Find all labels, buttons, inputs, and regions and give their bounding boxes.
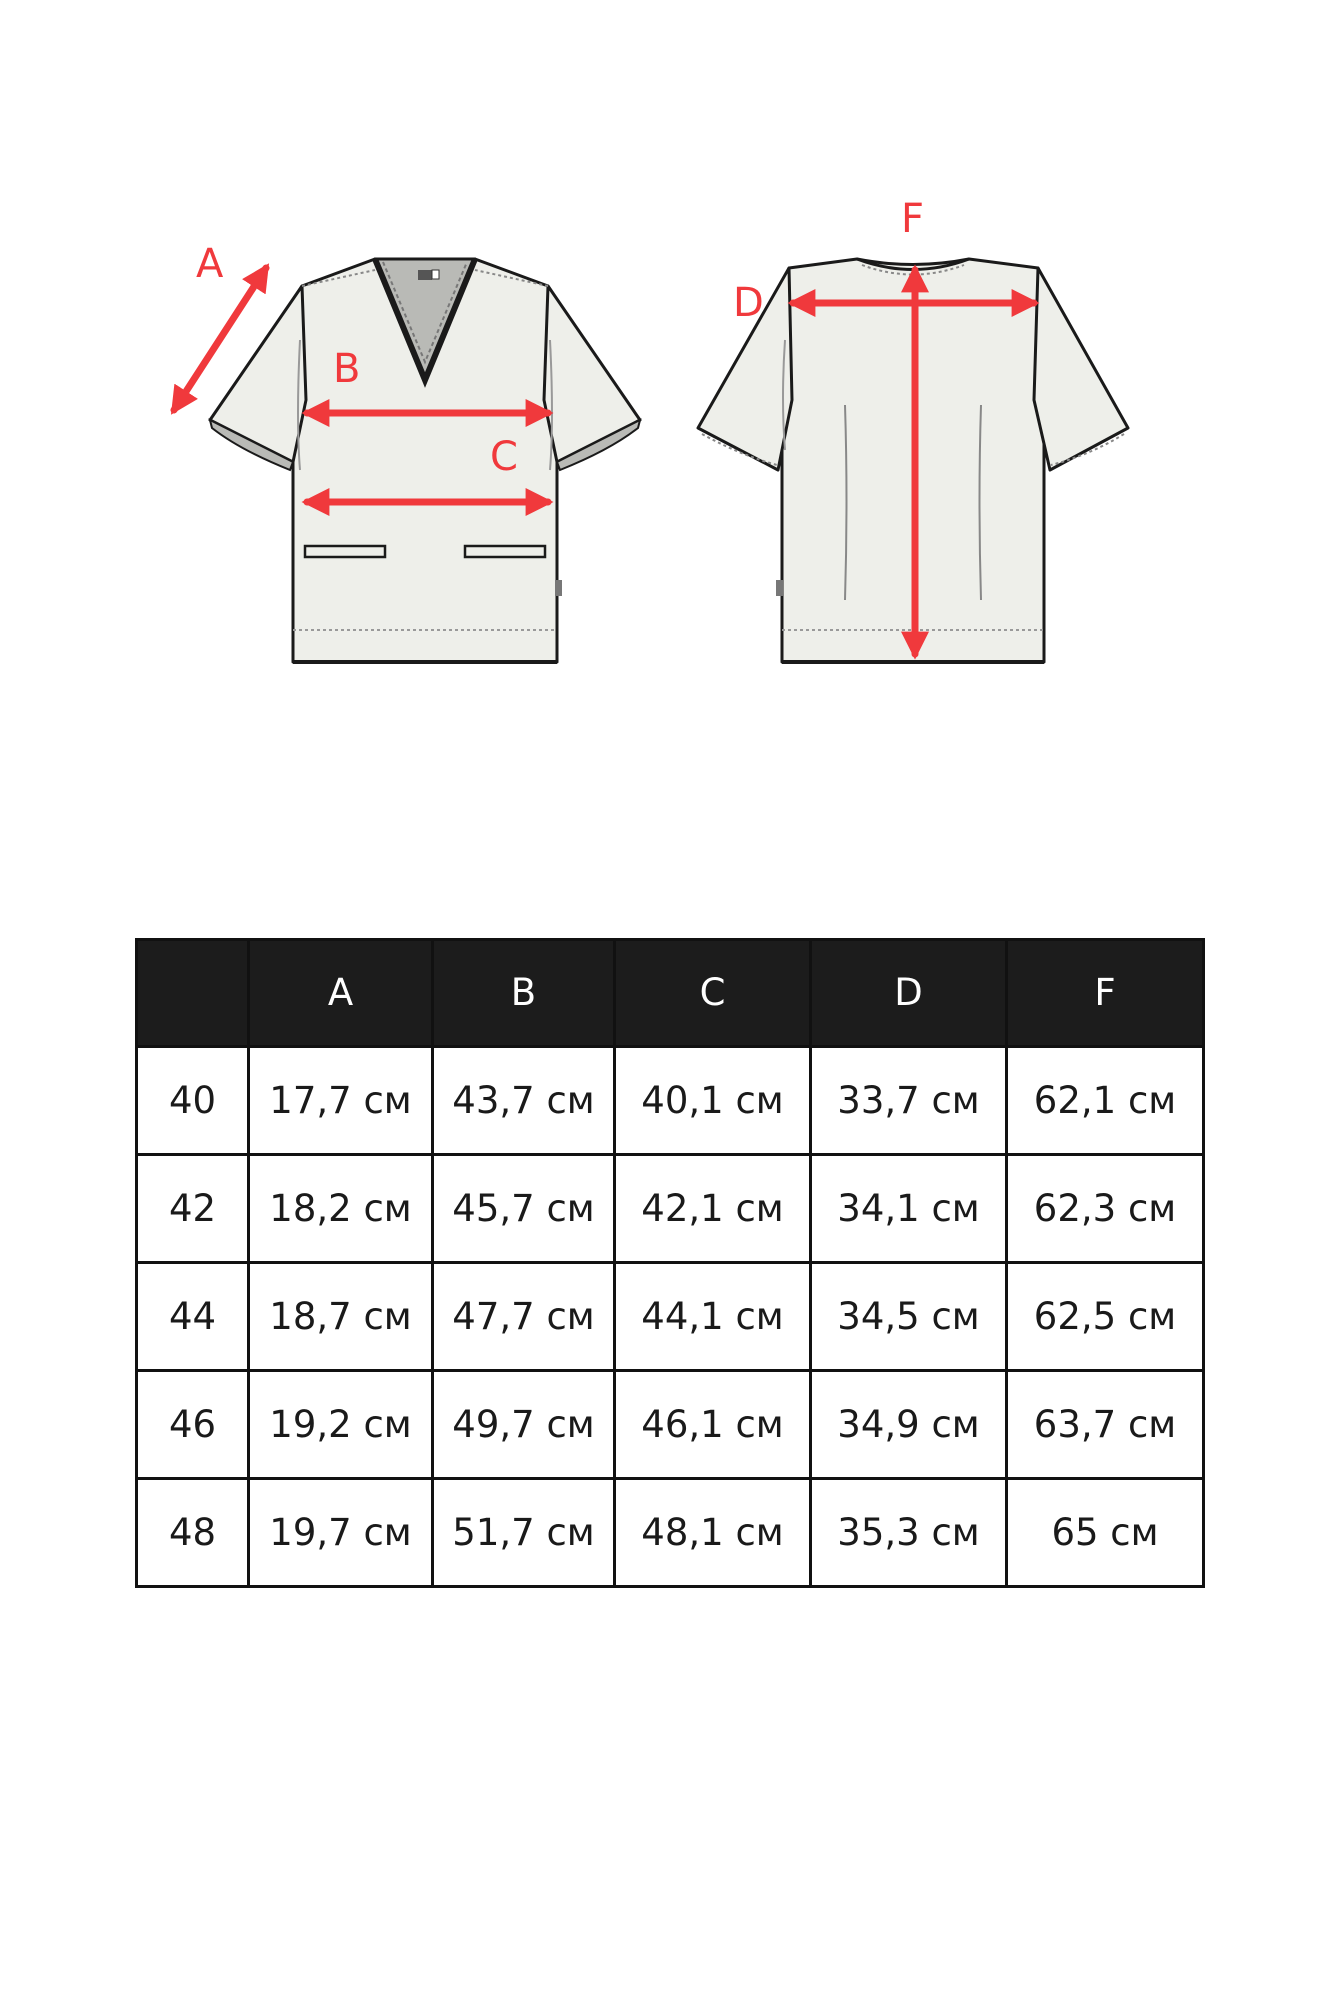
table-cell: 19,7 см [249,1479,433,1587]
table-cell: 17,7 см [249,1047,433,1155]
table-cell: 65 см [1007,1479,1204,1587]
table-cell: 63,7 см [1007,1371,1204,1479]
table-cell: 35,3 см [811,1479,1007,1587]
table-row [137,1155,1204,1263]
table-header-d: D [811,940,1007,1047]
table-cell: 62,1 см [1007,1047,1204,1155]
table-header-c: C [615,940,811,1047]
table-header-row [137,940,1204,1047]
table-cell: 40,1 см [615,1047,811,1155]
table-row [137,1371,1204,1479]
table-row [137,1479,1204,1587]
table-cell: 49,7 см [433,1371,615,1479]
table-cell: 45,7 см [433,1155,615,1263]
table-cell: 44,1 см [615,1263,811,1371]
table-header-a: A [249,940,433,1047]
size-cell: 42 [137,1155,249,1263]
table-cell: 34,1 см [811,1155,1007,1263]
table-cell: 43,7 см [433,1047,615,1155]
label-d: D [733,280,764,326]
label-c: C [490,434,518,480]
label-a: A [196,241,224,287]
table-header-f: F [1007,940,1204,1047]
table-cell: 34,9 см [811,1371,1007,1479]
table-cell: 19,2 см [249,1371,433,1479]
table-row [137,1263,1204,1371]
table-cell: 51,7 см [433,1479,615,1587]
size-cell: 48 [137,1479,249,1587]
size-cell: 44 [137,1263,249,1371]
front-view-garment [210,259,640,662]
table-cell: 33,7 см [811,1047,1007,1155]
size-cell: 46 [137,1371,249,1479]
table-cell: 42,1 см [615,1155,811,1263]
table-row [137,1047,1204,1155]
size-table [135,938,1205,1588]
table-cell: 46,1 см [615,1371,811,1479]
size-cell: 40 [137,1047,249,1155]
table-cell: 47,7 см [433,1263,615,1371]
table-header-size [137,940,249,1047]
label-f: F [901,196,925,242]
table-cell: 62,3 см [1007,1155,1204,1263]
table-cell: 18,2 см [249,1155,433,1263]
garment-diagram [0,0,1333,700]
table-cell: 62,5 см [1007,1263,1204,1371]
table-cell: 18,7 см [249,1263,433,1371]
table-cell: 34,5 см [811,1263,1007,1371]
table-header-b: B [433,940,615,1047]
table-cell: 48,1 см [615,1479,811,1587]
label-b: B [333,346,361,392]
